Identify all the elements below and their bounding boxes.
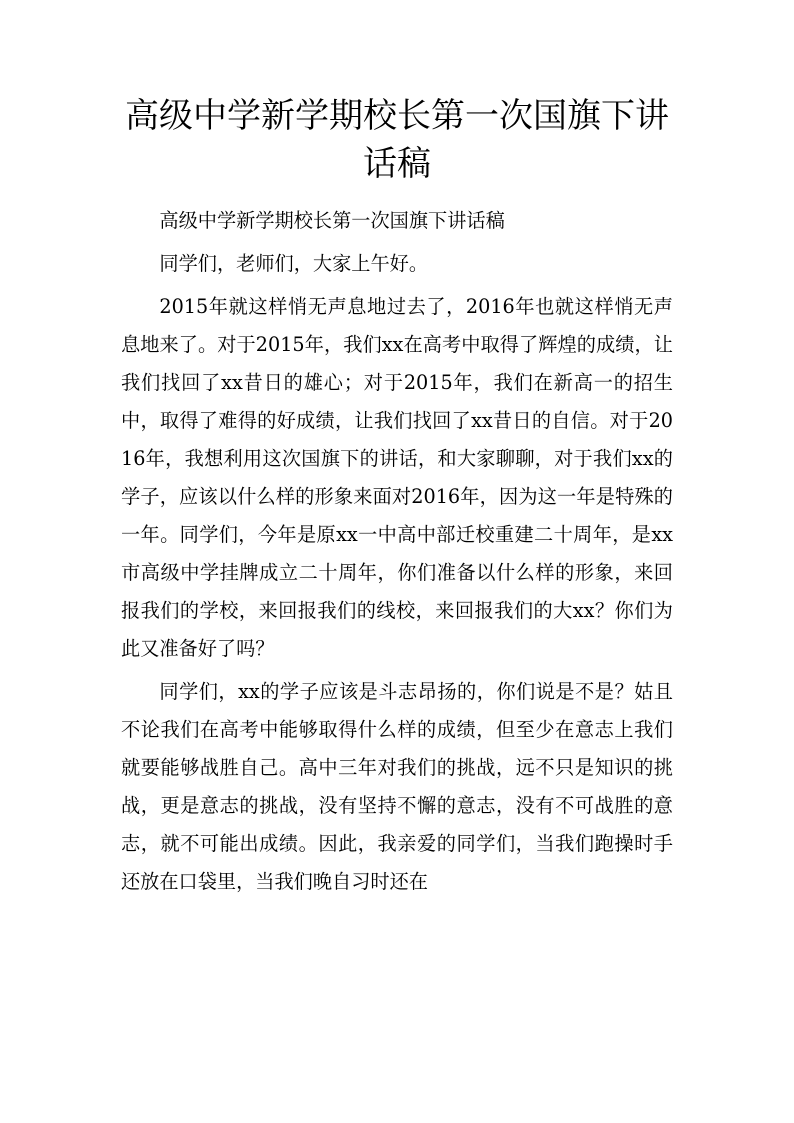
document-title: 高级中学新学期校长第一次国旗下讲话稿 — [125, 96, 669, 184]
paragraph-greeting: 同学们，老师们，大家上午好。 — [159, 252, 429, 275]
paragraph-body: 2015年就这样悄无声息地过去了，2016年也就这样悄无声息地来了。对于2015年，我们xx在高考中取得了辉煌的成绩，让我们找回了xx昔日的雄心；对于2015年，我们在新高一的招生中，取得了难得的好成绩，让我们找回了xx昔日的自信。对于2016年，我想利用这次国旗下的讲话，和大家聊聊，对于我们xx的学子，应该以什么样的形象来面对2016年，因为这一年是特殊的一年。同学们，今年是原xx一中高中部迁校重建二十周年，是xx市高级中学挂牌成立二十周年，你们准备以什么样的形象，来回报我们的学校，来回报我们的线校，来回报我们的大xx？你们为此又准备好了吗？ — [121, 295, 673, 660]
document-body — [121, 202, 673, 901]
paragraph-subtitle: 高级中学新学期校长第一次国旗下讲话稿 — [159, 209, 505, 232]
paragraph-body: 同学们，xx的学子应该是斗志昂扬的，你们说是不是？姑且不论我们在高考中能够取得什么样的成绩，但至少在意志上我们就要能够战胜自己。高中三年对我们的挑战，远不只是知识的挑战，更是意志的挑战，没有坚持不懈的意志，没有不可战胜的意志，就不可能出成绩。因此，我亲爱的同学们，当我们跑操时手还放在口袋里，当我们晚自习时还在 — [121, 680, 673, 893]
